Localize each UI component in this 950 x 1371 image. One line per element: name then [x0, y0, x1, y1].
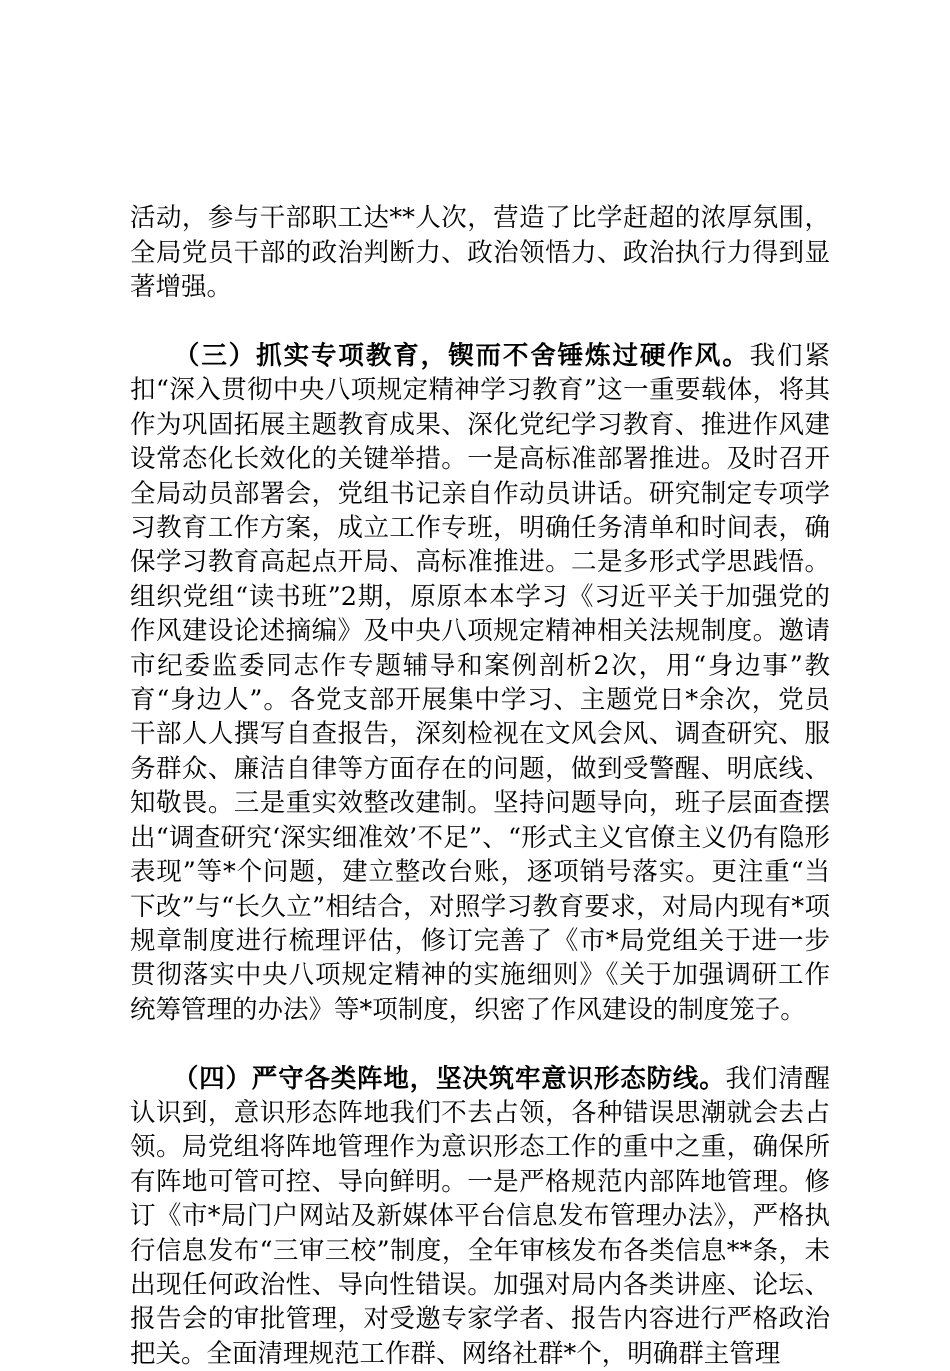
paragraph-text: 活动，参与干部职工达**人次，营造了比学赶超的浓厚氛围，全局党员干部的政治判断力、政治领悟力、政治执行力得到显著增强。	[130, 203, 830, 303]
section-heading: （四）严守各类阵地，坚决筑牢意识形态防线。	[172, 1063, 726, 1094]
paragraph-continuation	[130, 167, 830, 305]
document-page	[130, 167, 830, 1371]
paragraph-text: 我们清醒认识到，意识形态阵地我们不去占领，各种错误思潮就会去占领。局党组将阵地管理作为意识形态工作的重中之重，确保所有阵地可管可控、导向鲜明。一是严格规范内部阵地管理。修订《市*局门户网站及新媒体平台信息发布管理办法》，严格执行信息发布“三审三校”制度，全年审核发布各类信息**条，未出现任何政治性、导向性错误。加强对局内各类讲座、论坛、报告会的审批管理，对受邀专家学者、报告内容进行严格政治把关。全面清理规范工作群、网络社群*个，明确群主管理	[130, 1063, 830, 1369]
paragraph-text: 我们紧扣“深入贯彻中央八项规定精神学习教育”这一重要载体，将其作为巩固拓展主题教育成果、深化党纪学习教育、推进作风建设常态化长效化的关键举措。一是高标准部署推进。及时召开全局动员部署会，党组书记亲自作动员讲话。研究制定专项学习教育工作方案，成立工作专班，明确任务清单和时间表，确保学习教育高起点开局、高标准推进。二是多形式学思践悟。组织党组“读书班”2期，原原本本学习《习近平关于加强党的作风建设论述摘编》及中央八项规定精神相关法规制度。邀请市纪委监委同志作专题辅导和案例剖析2次，用“身边事”教育“身边人”。各党支部开展集中学习、主题党日*余次，党员干部人人撰写自查报告，深刻检视在文风会风、调查研究、服务群众、廉洁自律等方面存在的问题，做到受警醒、明底线、知敬畏。三是重实效整改建制。坚持问题导向，班子层面查摆出“调查研究‘深实细准效’不足”、“形式主义官僚主义仍有隐形表现”等*个问题，建立整改台账，逐项销号落实。更注重“当下改”与“长久立”相结合，对照学习教育要求，对局内现有*项规章制度进行梳理评估，修订完善了《市*局党组关于进一步贯彻落实中央八项规定精神的实施细则》《关于加强调研工作统筹管理的办法》等*项制度，织密了作风建设的制度笼子。	[130, 341, 830, 1025]
paragraph-section-4	[130, 1062, 830, 1371]
paragraph-section-3	[130, 339, 830, 1027]
section-heading: （三）抓实专项教育，锲而不舍锤炼过硬作风。	[172, 341, 750, 372]
